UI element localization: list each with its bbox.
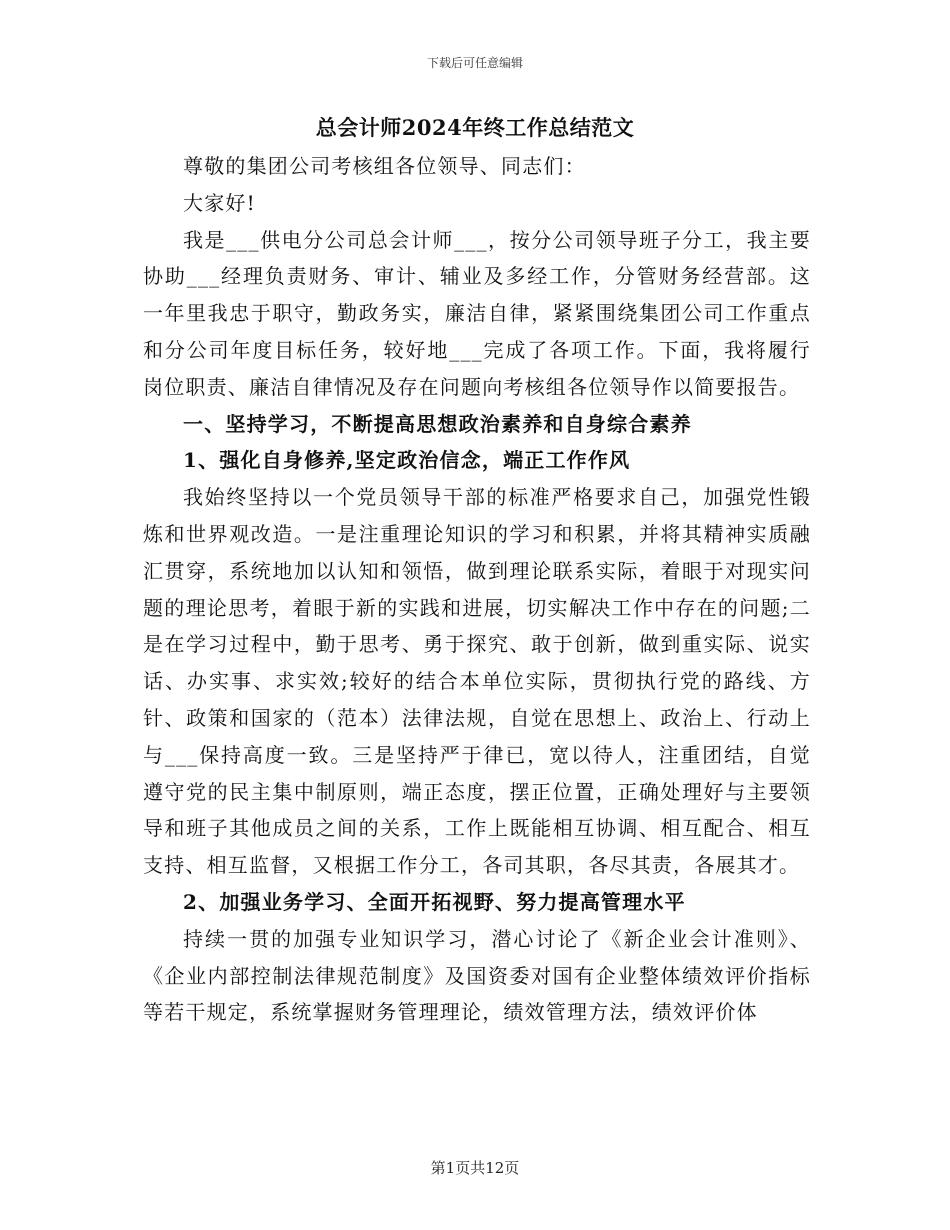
page-number-footer: 第1页共12页 xyxy=(430,1159,520,1177)
subsection-1-paragraph: 我始终坚持以一个党员领导干部的标准严格要求自己，加强党性锻炼和世界观改造。一是注重理论知识的学习和积累，并将其精神实质融汇贯穿，系统地加以认知和领悟，做到理论联系实际，着眼于对现实问题的理论思考，着眼于新的实践和进展，切实解决工作中存在的问题;二是在学习过程中，勤于思考、勇于探究、敢于创新，做到重实际、说实话、办实事、求实效;较好的结合本单位实际，贯彻执行党的路线、方针、政策和国家的（范本）法律法规，自觉在思想上、政治上、行动上与___保持高度一致。三是坚持严于律已，宽以待人，注重团结，自觉遵守党的民主集中制原则，端正态度，摆正位置，正确处理好与主要领导和班子其他成员之间的关系，工作上既能相互协调、相互配合、相互支持、相互监督，又根据工作分工，各司其职，各尽其责，各展其才。 xyxy=(143,485,811,878)
document-title: 总会计师2024年终工作总结范文 xyxy=(315,115,635,140)
document-body xyxy=(143,148,811,1031)
header-note: 下载后可任意编辑 xyxy=(426,56,523,70)
intro-paragraph: 我是___供电分公司总会计师___，按分公司领导班子分工，我主要协助___经理负责财务、审计、辅业及多经工作，分管财务经营部。这一年里我忠于职守，勤政务实，廉洁自律，紧紧围绕集团公司工作重点和分公司年度目标任务，较好地___完成了各项工作。下面，我将履行岗位职责、廉洁自律情况及存在问题向考核组各位领导作以简要报告。 xyxy=(143,227,811,399)
subsection-2-heading: 2、加强业务学习、全面开拓视野、努力提高管理水平 xyxy=(183,889,686,914)
salutation: 尊敬的集团公司考核组各位领导、同志们： xyxy=(183,154,586,178)
greeting: 大家好! xyxy=(183,190,256,215)
subsection-1-heading: 1、强化自身修养,坚定政治信念，端正工作作风 xyxy=(183,448,631,473)
subsection-2-paragraph: 持续一贯的加强专业知识学习，潜心讨论了《新企业会计准则》、《企业内部控制法律规范制度》及国资委对国有企业整体绩效评价指标等若干规定，系统掌握财务管理理论，绩效管理方法，绩效评价体 xyxy=(143,926,811,1025)
section-1-heading: 一、坚持学习，不断提高思想政治素养和自身综合素养 xyxy=(183,411,692,436)
